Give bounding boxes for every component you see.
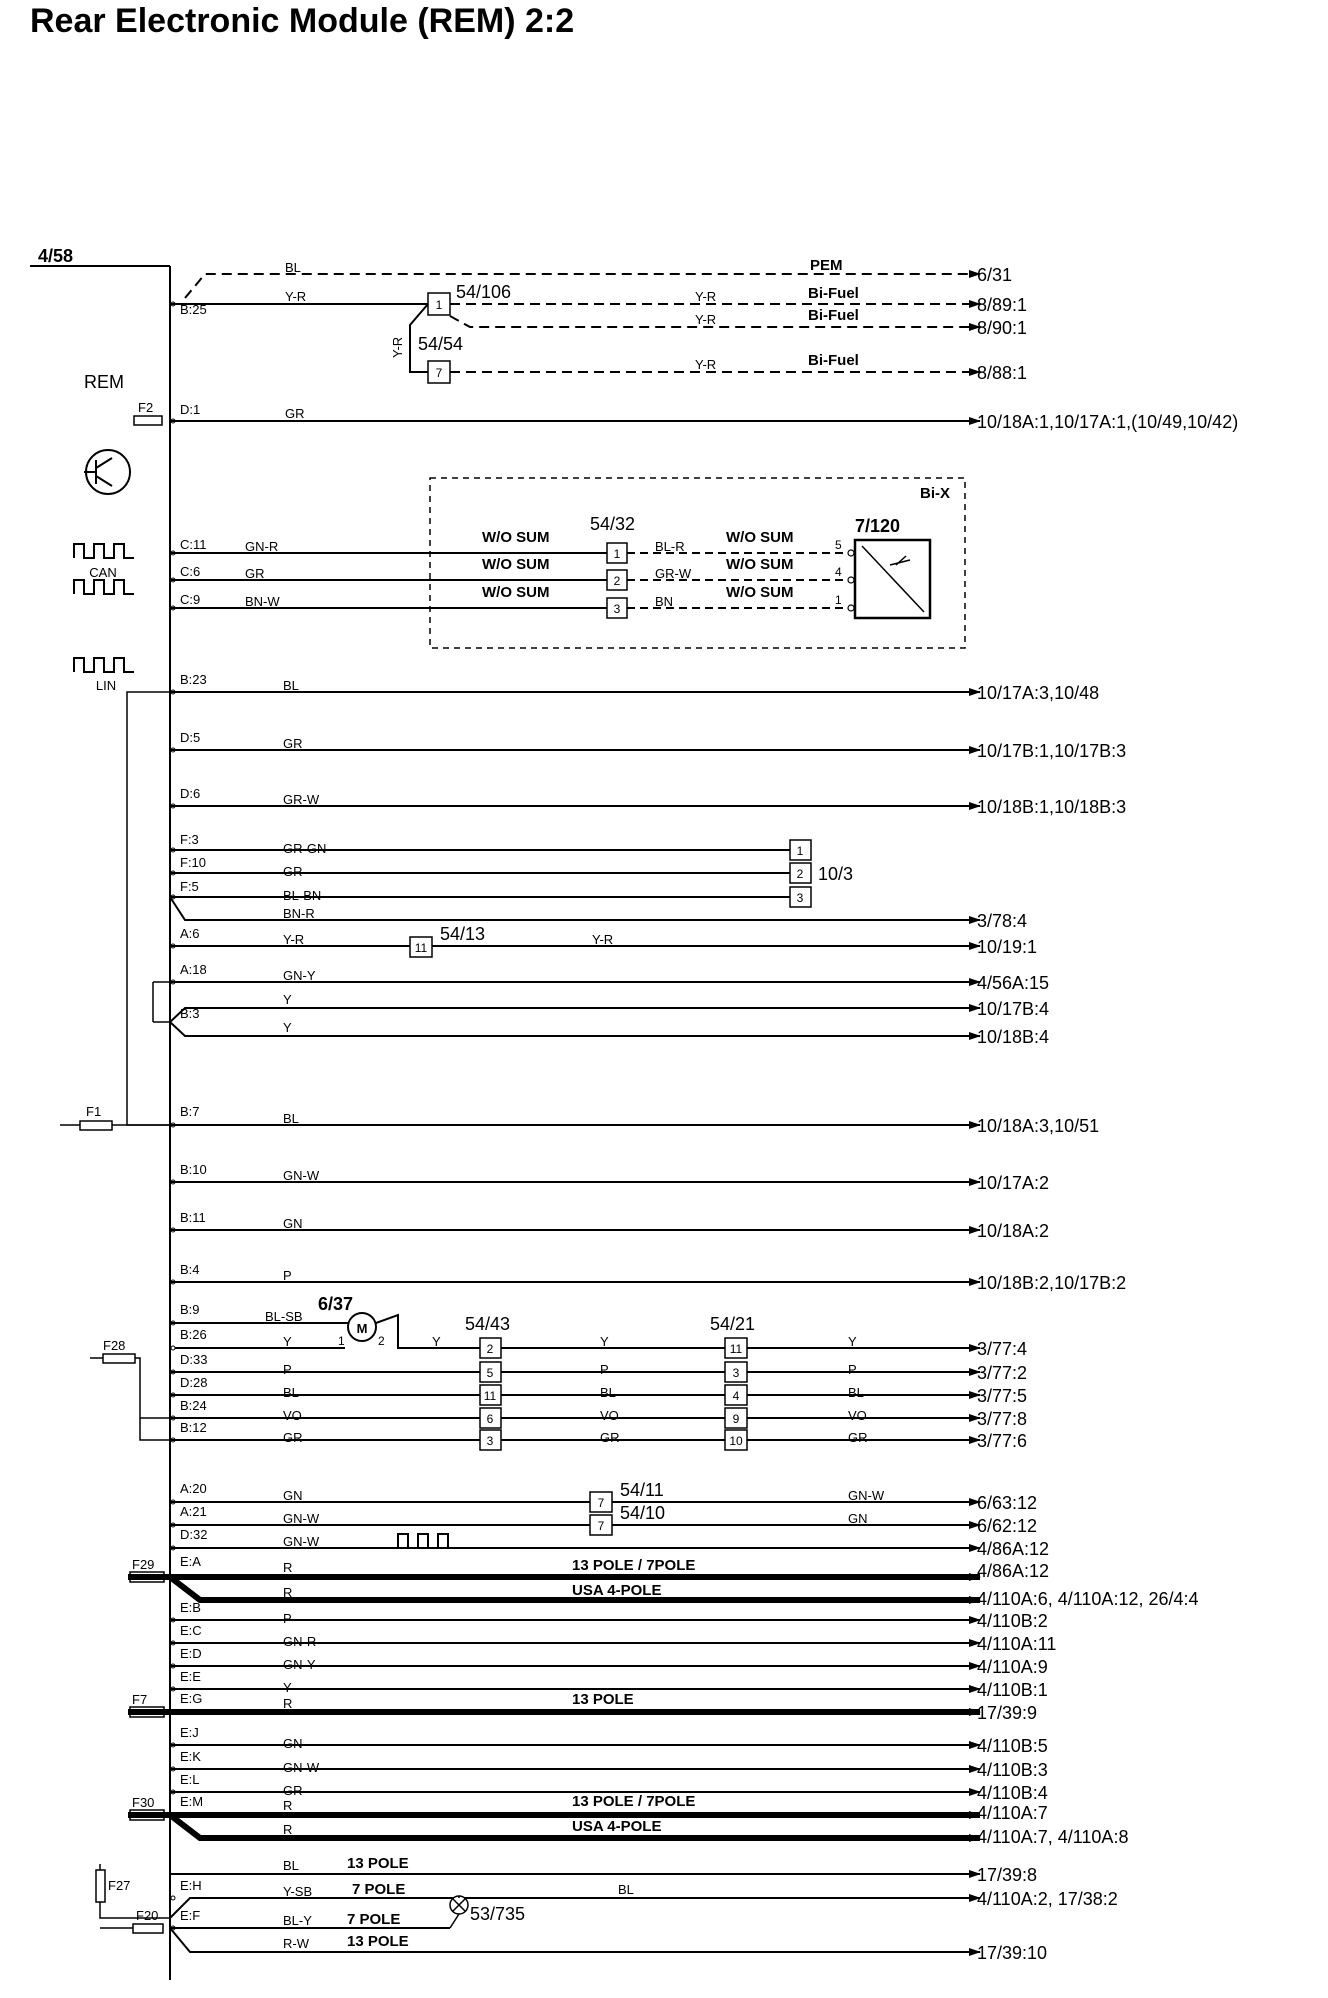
wire-color-label: VO bbox=[848, 1408, 867, 1423]
destination-label: 3/78:4 bbox=[977, 911, 1028, 931]
wire-color-label: GR bbox=[285, 406, 305, 421]
pin-label: B:3 bbox=[180, 1006, 200, 1021]
pin-label: B:9 bbox=[180, 1302, 200, 1317]
wire-color-label: Y bbox=[432, 1334, 441, 1349]
pin-number: 1 bbox=[613, 547, 621, 561]
destination-label: 10/17A:2 bbox=[977, 1173, 1050, 1193]
pin-number: 3 bbox=[732, 1366, 740, 1380]
destination-label: 4/56A:15 bbox=[977, 973, 1050, 993]
pin-number: 1 bbox=[435, 298, 443, 312]
module-name-label: REM bbox=[84, 372, 124, 392]
pin-number: 11 bbox=[483, 1389, 497, 1403]
lin-label: LIN bbox=[95, 678, 117, 693]
destination-label: 4/110A:2, 17/38:2 bbox=[977, 1889, 1118, 1909]
pin-label: D:1 bbox=[180, 402, 201, 417]
pin-label: E:D bbox=[180, 1646, 202, 1661]
pin-number: 4 bbox=[732, 1389, 740, 1403]
wire-color-label: BL-Y bbox=[283, 1913, 312, 1928]
wire-color-label: BL bbox=[283, 1111, 299, 1126]
wire-color-label: VO bbox=[283, 1408, 302, 1423]
pin-number: 2 bbox=[378, 1334, 385, 1348]
pin-number: 2 bbox=[613, 574, 621, 588]
pin-number: 3 bbox=[796, 891, 804, 905]
fuse-label: F2 bbox=[138, 400, 154, 415]
wire-color-label: Y-R bbox=[592, 932, 614, 947]
fuse-label: F7 bbox=[132, 1692, 148, 1707]
pin-label: E:J bbox=[180, 1725, 199, 1740]
pwm-wave-icon bbox=[398, 1534, 458, 1548]
wire-color-label: GR-W bbox=[655, 566, 692, 581]
pin-label: C:9 bbox=[180, 592, 201, 607]
wire-color-label: GR bbox=[283, 864, 303, 879]
component-label: 54/10 bbox=[620, 1503, 666, 1523]
can-high-wave-icon bbox=[74, 544, 134, 558]
pin-number: 2 bbox=[796, 867, 804, 881]
pin-number: 1 bbox=[796, 844, 804, 858]
destination-label: 10/18B:1,10/18B:3 bbox=[977, 797, 1127, 817]
pin-number: 1 bbox=[338, 1334, 345, 1348]
wire-color-label: GN bbox=[283, 1216, 303, 1231]
wire-color-label: Y-SB bbox=[283, 1884, 313, 1899]
wire-color-label: P bbox=[283, 1611, 292, 1626]
wire-color-label: P bbox=[283, 1362, 292, 1377]
wire-color-label: GN-W bbox=[283, 1534, 320, 1549]
wire-color-label: GR bbox=[600, 1430, 620, 1445]
lin-wave-icon bbox=[74, 658, 134, 672]
wire-color-label: GN-W bbox=[848, 1488, 885, 1503]
wire-color-label: BL-BN bbox=[283, 888, 322, 903]
bifuel-label: Bi-Fuel bbox=[808, 307, 859, 324]
pin-label: D:6 bbox=[180, 786, 201, 801]
pin-label: A:20 bbox=[180, 1481, 207, 1496]
wire-color-label: GN-R bbox=[245, 539, 279, 554]
destination-label: 8/88:1 bbox=[977, 363, 1028, 383]
pin-label: E:A bbox=[180, 1554, 201, 1569]
destination-label: 10/18A:1,10/17A:1,(10/49,10/42) bbox=[977, 412, 1239, 432]
pin-label: B:10 bbox=[180, 1162, 207, 1177]
pin-label: B:24 bbox=[180, 1398, 207, 1413]
wire-color-label: BL bbox=[618, 1882, 634, 1897]
can-low-wave-icon bbox=[74, 580, 134, 594]
pin-number: 7 bbox=[597, 1496, 605, 1510]
pin-label: A:21 bbox=[180, 1504, 207, 1519]
wire-color-label: GN-W bbox=[283, 1168, 320, 1183]
component-label: 10/3 bbox=[818, 864, 854, 884]
module-ref-label: 4/58 bbox=[38, 246, 74, 266]
pem-label: PEM bbox=[810, 257, 843, 274]
component-label: 54/106 bbox=[456, 282, 512, 302]
pin-label: C:6 bbox=[180, 564, 201, 579]
wire-color-label: BL-R bbox=[655, 539, 685, 554]
wire-color-label: Y bbox=[283, 992, 292, 1007]
pin-label: F:10 bbox=[180, 855, 207, 870]
destination-label: 10/17B:1,10/17B:3 bbox=[977, 741, 1127, 761]
wire-color-label: R bbox=[283, 1585, 293, 1600]
wire-color-label: BN-W bbox=[245, 594, 280, 609]
destination-label: 10/19:1 bbox=[977, 937, 1038, 957]
wire-color-label: GR-W bbox=[283, 792, 320, 807]
destination-label: 3/77:2 bbox=[977, 1363, 1028, 1383]
wire-color-label: Y-R bbox=[285, 289, 307, 304]
wire-color-label: Y bbox=[283, 1334, 292, 1349]
pin-label: B:23 bbox=[180, 672, 207, 687]
destination-label: 4/110B:2 bbox=[977, 1611, 1048, 1631]
wire-color-label: GN bbox=[283, 1488, 303, 1503]
pole-label: 7 POLE bbox=[352, 1881, 406, 1898]
pin-number: 6 bbox=[486, 1412, 494, 1426]
pin-number: 5 bbox=[486, 1366, 494, 1380]
pin-label: F:3 bbox=[180, 832, 199, 847]
destination-label: 17/39:9 bbox=[977, 1703, 1038, 1723]
pole-label: USA 4-POLE bbox=[572, 1582, 662, 1599]
wire-color-label: Y-R bbox=[695, 357, 717, 372]
destination-label: 4/110A:7 bbox=[977, 1803, 1048, 1823]
destination-label: 4/110B:5 bbox=[977, 1736, 1048, 1756]
pin-number: 5 bbox=[835, 538, 842, 552]
pole-label: 13 POLE bbox=[572, 1691, 634, 1708]
destination-label: 4/110A:11 bbox=[977, 1634, 1057, 1654]
destination-label: 10/18B:4 bbox=[977, 1027, 1050, 1047]
pin-number: 7 bbox=[435, 366, 443, 380]
fuse-f27 bbox=[96, 1870, 105, 1902]
wire-color-label: R bbox=[283, 1560, 293, 1575]
fuse-label: F27 bbox=[108, 1878, 131, 1893]
pole-label: 13 POLE / 7POLE bbox=[572, 1557, 696, 1574]
pole-label: 13 POLE bbox=[347, 1855, 409, 1872]
component-label: 54/13 bbox=[440, 924, 486, 944]
lamp-lead bbox=[450, 1914, 459, 1928]
pin-label: E:G bbox=[180, 1691, 203, 1706]
wire-color-label: GN-W bbox=[283, 1760, 320, 1775]
wire-color-label: R bbox=[283, 1696, 293, 1711]
pin-label: C:11 bbox=[180, 537, 207, 552]
pin-label: D:28 bbox=[180, 1375, 208, 1390]
wire-color-label: BN-R bbox=[283, 906, 315, 921]
wire-color-label: BL bbox=[283, 678, 299, 693]
destination-label: 6/62:12 bbox=[977, 1516, 1038, 1536]
destination-label: 4/110A:7, 4/110A:8 bbox=[977, 1827, 1129, 1847]
pin-label: D:5 bbox=[180, 730, 201, 745]
wire-color-label: R-W bbox=[283, 1936, 309, 1951]
wire-color-label: Y-R bbox=[390, 336, 405, 358]
pin-number: 1 bbox=[835, 593, 842, 607]
wire-color-label: GN-W bbox=[283, 1511, 320, 1526]
pin-label: B:12 bbox=[180, 1420, 207, 1435]
wire-color-label: Y-R bbox=[695, 289, 717, 304]
pin-number: 11 bbox=[729, 1342, 743, 1356]
fuse-label: F1 bbox=[86, 1104, 102, 1119]
destination-label: 8/89:1 bbox=[977, 295, 1028, 315]
wire-color-label: Y-R bbox=[695, 312, 717, 327]
component-label: 54/21 bbox=[710, 1314, 756, 1334]
fuse-f1 bbox=[80, 1121, 112, 1130]
can-label: CAN bbox=[89, 565, 117, 580]
fuse-f2 bbox=[134, 416, 162, 425]
wosum-label: W/O SUM bbox=[726, 556, 794, 573]
component-label: 54/54 bbox=[418, 334, 464, 354]
wire-color-label: BL bbox=[848, 1385, 864, 1400]
wire-lines bbox=[30, 266, 980, 1980]
wire-color-label: GR bbox=[245, 566, 265, 581]
pin-label: B:25 bbox=[180, 302, 207, 317]
pin-label: A:18 bbox=[180, 962, 207, 977]
wire-color-label: Y bbox=[283, 1020, 292, 1035]
destination-label: 4/110A:6, 4/110A:12, 26/4:4 bbox=[977, 1589, 1199, 1609]
wire-color-label: BL-SB bbox=[265, 1309, 303, 1324]
wire-color-label: GR-GN bbox=[283, 841, 327, 856]
wire-color-label: P bbox=[283, 1268, 292, 1283]
pin-label: E:B bbox=[180, 1600, 201, 1615]
wire-color-label: GN-R bbox=[283, 1634, 317, 1649]
destination-label: 17/39:10 bbox=[977, 1943, 1048, 1963]
bifuel-label: Bi-Fuel bbox=[808, 285, 859, 302]
wire-color-label: GR bbox=[283, 1430, 303, 1445]
destination-label: 6/63:12 bbox=[977, 1493, 1038, 1513]
fuse-f28-feed bbox=[135, 1358, 170, 1440]
diagram-labels bbox=[38, 246, 1238, 1963]
destination-label: 6/31 bbox=[977, 265, 1013, 285]
lin-bus-wire bbox=[127, 692, 170, 1125]
pin-label: D:32 bbox=[180, 1527, 208, 1542]
pole-label: 7 POLE bbox=[347, 1911, 401, 1928]
wire-color-label: BL bbox=[600, 1385, 616, 1400]
pin-label: F:5 bbox=[180, 879, 199, 894]
bifuel-label: Bi-Fuel bbox=[808, 352, 859, 369]
fuse-f27-feed bbox=[100, 1902, 170, 1918]
pin-label: E:M bbox=[180, 1794, 204, 1809]
wire-color-label: Y bbox=[600, 1334, 609, 1349]
wire-color-label: R bbox=[283, 1798, 293, 1813]
pin-number: 2 bbox=[486, 1342, 494, 1356]
page-title: Rear Electronic Module (REM) 2:2 bbox=[30, 2, 575, 40]
wosum-label: W/O SUM bbox=[726, 529, 794, 546]
pin-connector bbox=[848, 550, 854, 556]
fuse-label: F29 bbox=[132, 1557, 155, 1572]
wire-color-label: GR bbox=[283, 736, 303, 751]
destination-label: 10/17A:3,10/48 bbox=[977, 683, 1100, 703]
destination-label: 17/39:8 bbox=[977, 1865, 1038, 1885]
fuse-label: F28 bbox=[103, 1338, 126, 1353]
component-label: 54/32 bbox=[590, 514, 636, 534]
destination-label: 4/86A:12 bbox=[977, 1539, 1050, 1559]
wosum-label: W/O SUM bbox=[726, 584, 794, 601]
motor-symbol: M bbox=[356, 1321, 368, 1336]
pin-number: 9 bbox=[732, 1412, 740, 1426]
wosum-label: W/O SUM bbox=[482, 529, 550, 546]
destination-label: 10/18A:3,10/51 bbox=[977, 1116, 1100, 1136]
fuse-f20 bbox=[133, 1924, 163, 1933]
pole-label: 13 POLE / 7POLE bbox=[572, 1793, 696, 1810]
destination-label: 8/90:1 bbox=[977, 318, 1028, 338]
destination-label: 4/110B:4 bbox=[977, 1783, 1048, 1803]
component-label: 54/11 bbox=[620, 1480, 664, 1500]
destination-label: 3/77:4 bbox=[977, 1339, 1028, 1359]
wire-color-label: GN-Y bbox=[283, 1657, 316, 1672]
wire-color-label: GR bbox=[283, 1783, 303, 1798]
pin-label: E:E bbox=[180, 1669, 201, 1684]
wire-color-label: BN bbox=[655, 594, 674, 609]
wire-color-label: GR bbox=[848, 1430, 868, 1445]
pin-label: A:6 bbox=[180, 926, 200, 941]
pin-label: E:L bbox=[180, 1772, 200, 1787]
pin-label: E:K bbox=[180, 1749, 201, 1764]
component-label: 53/735 bbox=[470, 1904, 526, 1924]
pin-connector bbox=[171, 1896, 175, 1900]
wire-color-label: P bbox=[600, 1362, 609, 1377]
bix-label: Bi-X bbox=[920, 485, 950, 502]
pin-connector bbox=[848, 605, 854, 611]
wire-color-label: P bbox=[848, 1362, 857, 1377]
pin-label: E:H bbox=[180, 1878, 202, 1893]
destination-label: 3/77:6 bbox=[977, 1431, 1028, 1451]
wire-color-label: Y-R bbox=[283, 932, 305, 947]
pin-label: B:4 bbox=[180, 1262, 200, 1277]
pin-number: 10 bbox=[729, 1434, 743, 1448]
wire-color-label: Y bbox=[848, 1334, 857, 1349]
pin-label: E:C bbox=[180, 1623, 202, 1638]
pin-label: D:33 bbox=[180, 1352, 208, 1367]
component-label: 6/37 bbox=[318, 1294, 354, 1314]
wire-color-label: R bbox=[283, 1822, 293, 1837]
fuse-f28 bbox=[103, 1354, 135, 1363]
pin-connector bbox=[171, 1346, 175, 1350]
wire-color-label: GN bbox=[283, 1736, 303, 1751]
wire-color-label: GN bbox=[848, 1511, 868, 1526]
pin-number: 7 bbox=[597, 1519, 605, 1533]
destination-label: 3/77:8 bbox=[977, 1409, 1028, 1429]
wire-color-label: BL bbox=[285, 260, 301, 275]
destination-label: 4/86A:12 bbox=[977, 1561, 1050, 1581]
destination-label: 10/17B:4 bbox=[977, 999, 1050, 1019]
wire-color-label: BL bbox=[283, 1385, 299, 1400]
wire-color-label: BL bbox=[283, 1858, 299, 1873]
pin-number: 3 bbox=[613, 602, 621, 616]
pin-number: 4 bbox=[835, 565, 842, 579]
component-label: 54/43 bbox=[465, 1314, 511, 1334]
destination-label: 3/77:5 bbox=[977, 1386, 1028, 1406]
pin-label: B:26 bbox=[180, 1327, 207, 1342]
fuse-label: F30 bbox=[132, 1795, 155, 1810]
pin-label: E:F bbox=[180, 1908, 201, 1923]
pin-number: 3 bbox=[486, 1434, 494, 1448]
pin-connector bbox=[848, 577, 854, 583]
pole-label: 13 POLE bbox=[347, 1933, 409, 1950]
destination-label: 10/18A:2 bbox=[977, 1221, 1050, 1241]
destination-label: 4/110B:3 bbox=[977, 1760, 1048, 1780]
pin-number: 11 bbox=[414, 941, 428, 955]
component-label: 7/120 bbox=[855, 516, 901, 536]
destination-label: 4/110A:9 bbox=[977, 1657, 1048, 1677]
fuse-label: F20 bbox=[136, 1908, 159, 1923]
pole-label: USA 4-POLE bbox=[572, 1818, 662, 1835]
wire-color-label: Y bbox=[283, 1680, 292, 1695]
pin-label: B:7 bbox=[180, 1104, 200, 1119]
wosum-label: W/O SUM bbox=[482, 556, 550, 573]
pin-label: B:11 bbox=[180, 1210, 206, 1225]
wire-color-label: GN-Y bbox=[283, 968, 316, 983]
destination-label: 10/18B:2,10/17B:2 bbox=[977, 1273, 1127, 1293]
wire-color-label: VO bbox=[600, 1408, 619, 1423]
wosum-label: W/O SUM bbox=[482, 584, 550, 601]
destination-label: 4/110B:1 bbox=[977, 1680, 1048, 1700]
